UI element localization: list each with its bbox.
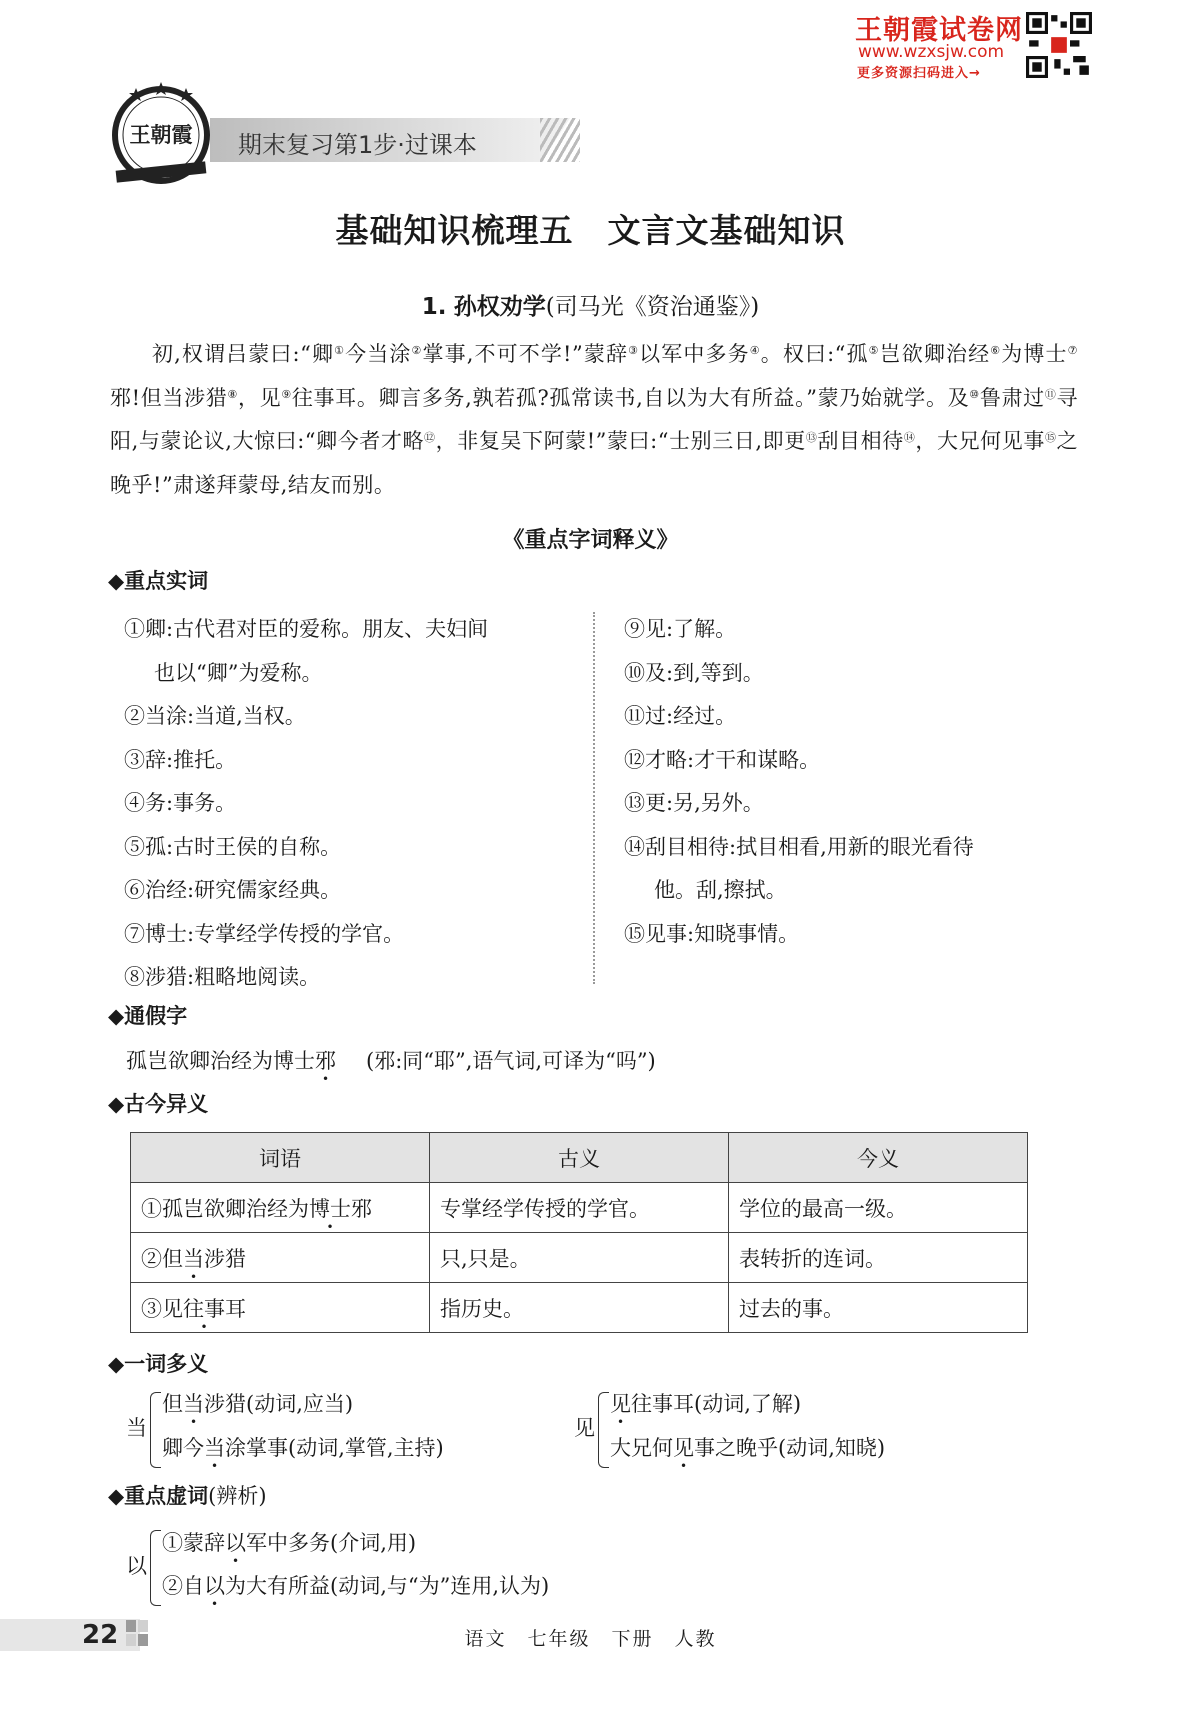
duoyi-line (162, 1388, 353, 1418)
xuci-heading-note: (辨析) (208, 1484, 267, 1508)
duoyi-key: 见 (673, 1436, 694, 1460)
footnote-mark: ⑪ (1044, 387, 1057, 401)
duoyi-text: 事之晚乎(动词,知晓) (694, 1436, 886, 1460)
vocab-item: ⑭刮目相待:拭目相看,用新的眼光看待 (624, 834, 974, 859)
xuci-char: 以 (126, 1554, 147, 1578)
table-cell-now: 表转折的连词。 (729, 1233, 1028, 1283)
duoyi-heading: ◆一词多义 (108, 1352, 209, 1376)
footnote-mark: ⑮ (1044, 431, 1057, 444)
vocab-item: ⑨见:了解。 (624, 617, 737, 641)
passage-text: ，见 (237, 385, 282, 410)
table-cell-old: 指历史。 (430, 1283, 729, 1333)
footnote-mark: ③ (628, 344, 640, 357)
tongjia-sentence: 孤岂欲卿治经为博士 (126, 1049, 315, 1073)
footnote-mark: ⑨ (281, 387, 292, 401)
page-number: 22 (82, 1620, 119, 1650)
passage-text: 刮目相待 (817, 429, 904, 453)
lesson-name: 孙权劝学 (453, 294, 546, 320)
passage-text: ，大兄何见事 (915, 429, 1045, 453)
vocab-item: ⑫才略:才干和谋略。 (624, 747, 821, 772)
vocab-item: ⑦博士:专掌经学传授的学官。 (124, 921, 405, 946)
vocab-item: ⑤孤:古时王侯的自称。 (124, 834, 342, 859)
vocab-item: ⑧涉猎:粗略地阅读。 (124, 965, 321, 989)
brand-scan-hint: 更多资源扫码进入→ (857, 66, 981, 81)
vocab-item: ②当涂:当道,当权。 (124, 704, 306, 728)
footnote-mark: ① (334, 344, 346, 357)
duoyi-text: 卿今 (162, 1436, 204, 1460)
tongjia-line (126, 1045, 656, 1075)
word-key: 当 (183, 1246, 204, 1271)
passage-text: 以军中多务 (639, 342, 750, 366)
tongjia-note: (邪:同“耶”,语气词,可译为“吗”) (366, 1049, 656, 1073)
table-cell-old: 专掌经学传授的学官。 (430, 1183, 729, 1233)
duoyi-text: 但 (162, 1392, 183, 1416)
table-header-row (131, 1133, 1028, 1183)
brace (150, 1392, 161, 1468)
footnote-mark: ④ (749, 344, 761, 357)
word-key: 往事 (183, 1296, 225, 1321)
vocab-item: ③辞:推托。 (124, 747, 237, 772)
vocab-item: ⑬更:另,另外。 (624, 791, 764, 815)
word-text: ②但 (141, 1246, 183, 1271)
word-key: 博士 (309, 1196, 351, 1221)
passage-text: 之晚乎!”肃遂拜蒙母,结友而别。 (110, 429, 1079, 497)
passage-text: 。权曰:“孤 (760, 342, 869, 366)
column-header: 词语 (131, 1133, 430, 1183)
passage-text: 掌事,不可不学!”蒙辞 (422, 342, 629, 366)
word-text: ③见 (141, 1296, 183, 1321)
lesson-title (0, 288, 1181, 321)
xuci-heading-wrap (108, 1480, 267, 1510)
footnote-mark: ⑫ (424, 431, 436, 444)
xuci-heading: ◆重点虚词 (108, 1484, 209, 1508)
xuci-text: 军中多务(介词,用) (246, 1531, 417, 1555)
xuci-key: 以 (204, 1574, 225, 1598)
passage-text: 初,权谓吕蒙曰:“卿 (152, 342, 335, 366)
duoyi-text: 大兄何 (610, 1436, 673, 1460)
gujin-heading: ◆古今异义 (108, 1092, 209, 1116)
column-header: 古义 (430, 1133, 729, 1183)
qr-code-icon[interactable] (1026, 12, 1092, 78)
xuci-text: ①蒙辞 (162, 1531, 225, 1555)
vocab-item: ⑩及:到,等到。 (624, 660, 764, 685)
vocab-item: 他。刮,擦拭。 (654, 878, 787, 902)
vocab-item: ⑮见事:知晓事情。 (624, 921, 800, 946)
step-banner-stripes (540, 118, 580, 162)
word-text: 耳 (225, 1296, 246, 1321)
footnote-mark: ⑩ (969, 387, 980, 401)
word-text: 涉猎 (204, 1246, 246, 1271)
duoyi-text: 涂掌事(动词,掌管,主持) (225, 1436, 444, 1460)
duoyi-char-dang: 当 (126, 1416, 147, 1440)
xuci-line (162, 1527, 416, 1557)
word-text: 邪 (351, 1196, 372, 1221)
footnote-mark: ⑬ (805, 431, 818, 444)
table-cell-word (131, 1233, 430, 1283)
duoyi-line (610, 1432, 885, 1462)
column-divider (593, 612, 595, 984)
footer-info: 语文 七年级 下册 人教 (464, 1628, 717, 1650)
passage-text: 今当涂 (345, 342, 412, 366)
vocab-list-left (124, 608, 584, 1000)
tongjia-heading: ◆通假字 (108, 1004, 188, 1028)
footnote-mark: ⑥ (990, 344, 1002, 357)
column-header: 今义 (729, 1133, 1028, 1183)
word-text: ①孤岂欲卿治经为 (141, 1196, 309, 1221)
logo-text: 王朝霞 (129, 122, 193, 147)
passage-text: ，非复吴下阿蒙!”蒙曰:“士别三日,即更 (435, 429, 806, 453)
gujin-table (130, 1132, 1028, 1333)
footnote-mark: ⑤ (868, 344, 880, 357)
duoyi-text: 涉猎(动词,应当) (204, 1392, 354, 1416)
lesson-number: 1. (421, 294, 447, 320)
brand-logo (106, 78, 216, 188)
table-cell-word (131, 1183, 430, 1233)
passage-text: 邪!但当涉猎 (110, 385, 228, 410)
footnote-mark: ② (411, 344, 423, 357)
brand-url[interactable]: www.wzxsjw.com (858, 42, 1005, 62)
duoyi-line (610, 1388, 801, 1418)
lesson-source: (司马光《资治通鉴》) (545, 294, 760, 320)
vocab-item: 也以“卿”为爱称。 (154, 660, 323, 685)
brace (598, 1392, 609, 1468)
table-cell-now: 学位的最高一级。 (729, 1183, 1028, 1233)
passage-text: 寻阳,与蒙论议,大惊曰:“卿今者才略 (110, 385, 1078, 453)
duoyi-key: 当 (183, 1392, 204, 1416)
footnote-mark: ⑭ (903, 431, 916, 444)
duoyi-line (162, 1432, 444, 1462)
table-row (131, 1283, 1028, 1333)
vocab-item: ①卿:古代君对臣的爱称。朋友、夫妇间 (124, 617, 489, 641)
passage-text: 往事耳。卿言多务,孰若孤?孤常读书,自以为大有所益。”蒙乃始就学。及 (291, 385, 970, 410)
duoyi-text: 往事耳(动词,了解) (631, 1392, 802, 1416)
xuci-line (162, 1570, 549, 1600)
vocab-item: ④务:事务。 (124, 791, 237, 815)
passage-text: 鲁肃过 (979, 385, 1045, 410)
page-title: 基础知识梳理五 文言文基础知识 (335, 211, 846, 250)
section-title: 《重点字词释义》 (502, 528, 679, 553)
footnote-mark: ⑧ (227, 387, 238, 401)
table-cell-old: 只,只是。 (430, 1233, 729, 1283)
footnote-mark: ⑦ (1067, 344, 1079, 357)
table-cell-now: 过去的事。 (729, 1283, 1028, 1333)
passage-text: 岂欲卿治经 (879, 342, 991, 366)
xuci-text: ②自 (162, 1574, 204, 1598)
step-label: 期末复习第1步·过课本 (238, 131, 477, 159)
table-cell-word (131, 1283, 430, 1333)
duoyi-key: 见 (610, 1392, 631, 1416)
table-row (131, 1183, 1028, 1233)
vocab-list-right (624, 608, 1080, 956)
passage-text: 为博士 (1001, 342, 1068, 366)
brand-name: 王朝霞试卷网 (855, 15, 1023, 46)
vocab-item: ⑥治经:研究儒家经典。 (124, 878, 342, 902)
duoyi-key: 当 (204, 1436, 225, 1460)
xuci-key: 以 (225, 1531, 246, 1555)
vocab-item: ⑪过:经过。 (624, 704, 737, 728)
xuci-text: 为大有所益(动词,与“为”连用,认为) (225, 1574, 550, 1598)
table-row (131, 1233, 1028, 1283)
tongjia-key-char: 邪 (315, 1049, 336, 1073)
shici-heading: ◆重点实词 (108, 569, 209, 593)
duoyi-char-jian: 见 (574, 1416, 595, 1440)
brace (150, 1530, 161, 1606)
classical-passage (110, 333, 1078, 507)
